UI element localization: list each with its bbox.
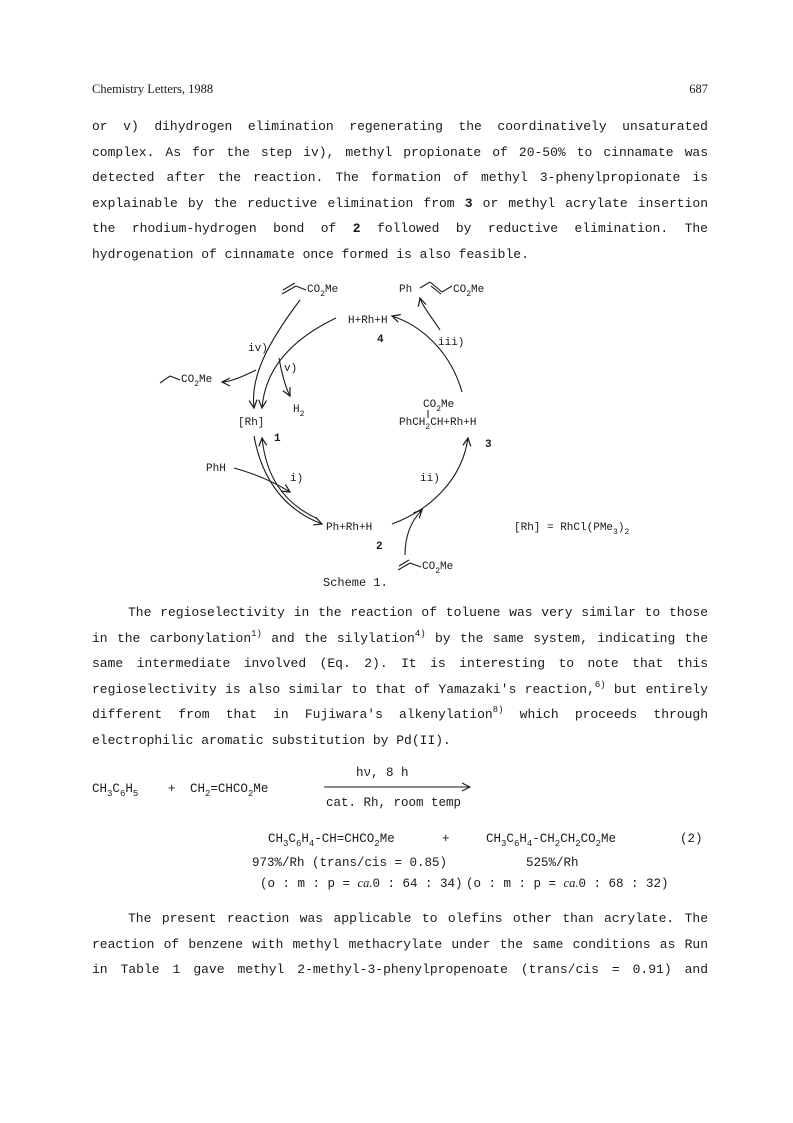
propionate-product (160, 374, 212, 389)
plus-sign: + (442, 832, 450, 846)
text-span: but entirely (605, 681, 708, 697)
step-iii-label: iii) (438, 337, 465, 349)
propionate-label: $CO_2Me$ (181, 374, 213, 389)
product-propionate: $CH_3C_6H_4-CH_2CH_2CO_2Me$ (486, 832, 617, 849)
compound-number-1: 1 (274, 433, 281, 445)
int3-ester-label: $CO_2Me$ (423, 399, 455, 414)
scheme-caption: Scheme 1. (323, 576, 388, 590)
yield-cinnamate: 973%/Rh (trans/cis = 0.85) (252, 856, 448, 870)
citation: 1) (251, 628, 262, 639)
dihydrogen-label: $H_2$ (293, 404, 305, 419)
step-i-label: i) (290, 473, 304, 485)
arrow-iii (392, 316, 465, 392)
cinnamate-ester-label: $CO_2Me$ (453, 284, 485, 299)
compound-number-2: 2 (376, 541, 383, 553)
text-line: in Table 1 gave methyl 2-methyl-3-phenylpropenoate (trans/cis = 0.91) and (92, 962, 708, 978)
yield-propionate: 525%/Rh (526, 856, 579, 870)
text-line (92, 677, 708, 703)
text-span: or methyl acrylate insertion (482, 195, 708, 211)
text-line (92, 626, 708, 652)
cinnamate-top (399, 282, 484, 299)
reactant-acrylate: $CH_2=CHCO_2Me$ (190, 782, 269, 799)
text-line: The present reaction was applicable to olefins other than acrylate. The (128, 911, 708, 926)
plus-sign: + (168, 782, 176, 796)
text-span: and the silylation (261, 630, 415, 646)
text-line: hydrogenation of cinnamate once formed is also feasible. (92, 246, 529, 262)
acrylate-label: $CO_2Me$ (307, 284, 339, 299)
benzene-label: PhH (206, 463, 226, 475)
journal-name: Chemistry Letters, 1988 (92, 82, 214, 96)
dihydride-complex-label: H+Rh+H (348, 315, 388, 327)
arrow-iii-out (420, 298, 440, 330)
reaction-condition-bottom: cat. Rh, room temp (326, 796, 462, 810)
scheme-1-diagram (0, 270, 793, 590)
compound-number-3: 3 (485, 439, 492, 451)
text-span: the rhodium-hydrogen bond of (92, 221, 353, 237)
citation: 6) (594, 679, 606, 690)
compound-number: 2 (352, 221, 361, 237)
text-line: electrophilic aromatic substitution by Pd(II). (92, 732, 451, 748)
page-header (92, 82, 708, 100)
product-cinnamate: $CH_3C_6H_4-CH=CHCO_2Me$ (268, 832, 395, 849)
text-span: explainable by the reductive elimination from (92, 195, 465, 211)
citation: 4) (414, 628, 426, 639)
page-number: 687 (689, 82, 708, 96)
text-span: followed by reductive elimination. The (360, 221, 708, 237)
equation-number: (2) (680, 832, 703, 846)
rh-legend: $[Rh] = RhCl(PMe_3)_2$ (514, 522, 630, 537)
phenyl-label: Ph (399, 284, 413, 296)
arrow-v (262, 318, 336, 408)
reaction-condition-top: hν, 8 h (356, 766, 409, 780)
text-line: complex. As for the step iv), methyl propionate of 20-50% to cinnamate was (92, 144, 708, 160)
reaction-arrow (324, 782, 474, 792)
text-line (92, 191, 708, 217)
text-line: or v) dihydrogen elimination regenerating the coordinatively unsaturated (92, 119, 708, 134)
arrow-i-reverse (262, 438, 316, 518)
step-iv-label: iv) (248, 343, 268, 355)
int3-label: PhCH$_2$CH+Rh+H (399, 417, 477, 432)
equation-2 (0, 760, 793, 890)
citation: 8) (492, 705, 504, 716)
text-span: by the same system, indicating the (425, 630, 708, 646)
paragraph-3 (92, 906, 708, 983)
text-span: in the carbonylation (92, 630, 252, 646)
paragraph-1 (92, 114, 708, 268)
arrow-iv-out (222, 370, 256, 382)
ratio-cinnamate: (o : m : p = ca.0 : 64 : 34) (260, 876, 463, 891)
step-ii-label: ii) (420, 473, 440, 485)
text-span: regioselectivity is also similar to that of Yamazaki's reaction, (92, 681, 595, 697)
compound-number-4: 4 (377, 334, 384, 346)
arrow-phh-in (234, 468, 290, 492)
compound-number: 3 (464, 195, 473, 211)
text-line: reaction of benzene with methyl methacrylate under the same conditions as Run (92, 936, 708, 952)
acrylate-top (282, 283, 338, 299)
text-line: detected after the reaction. The formation of methyl 3-phenylpropionate is (92, 170, 708, 186)
rh-catalyst-label: [Rh] (238, 417, 265, 429)
step-v-label: v) (284, 363, 298, 375)
acrylate-bottom (398, 560, 453, 576)
ratio-propionate: (o : m : p = ca.0 : 68 : 32) (466, 876, 669, 891)
text-line (92, 702, 708, 728)
paragraph-2 (92, 600, 708, 754)
reactant-toluene: $CH_3C_6H_5$ (92, 782, 139, 799)
text-span: which proceeds through (503, 707, 708, 723)
phenyl-hydride-complex-label: Ph+Rh+H (326, 522, 373, 534)
bottom-acrylate-label: $CO_2Me$ (422, 561, 454, 576)
text-line: The regioselectivity in the reaction of toluene was very similar to those (128, 605, 708, 620)
text-line: same intermediate involved (Eq. 2). It is interesting to note that this (92, 656, 708, 672)
text-span: different from that in Fujiwara's alkenylation (92, 707, 493, 723)
text-line (92, 216, 708, 242)
